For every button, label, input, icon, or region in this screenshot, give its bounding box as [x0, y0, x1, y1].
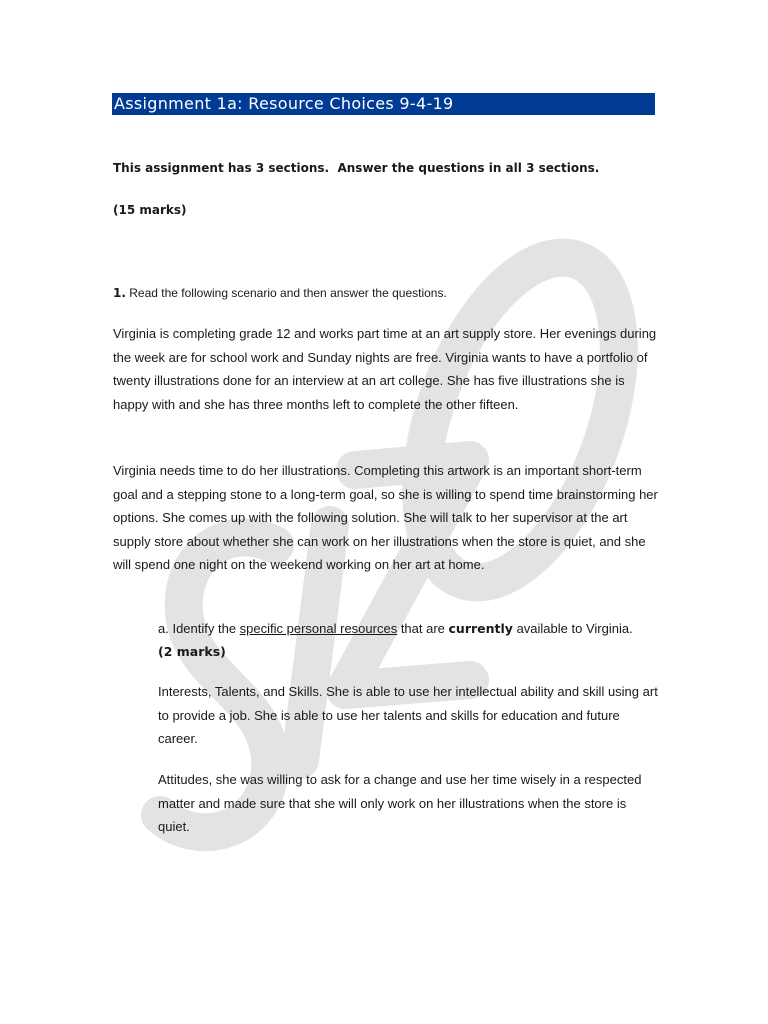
question-a-marks: (2 marks) [158, 644, 226, 659]
section-number: 1. [113, 286, 126, 300]
assignment-title: Assignment 1a: Resource Choices 9-4-19 [112, 93, 655, 115]
total-marks: (15 marks) [113, 203, 187, 217]
scenario-paragraph-2: Virginia needs time to do her illustrations. Completing this artwork is an important short-term goal and a stepping stone to a long-term goal, so she is willing to spend time brainstorming her options. She comes up with the following solution. She will talk to her supervisor at the art supply store about whether she can work on her illustrations when the store is quiet, and she will spend one night on the weekend working on her art at home. [113, 463, 658, 572]
section-instruction-text: Read the following scenario and then answer the questions. [129, 286, 447, 300]
question-a [158, 617, 658, 663]
answer-paragraph-1: Interests, Talents, and Skills. She is able to use her intellectual ability and skill using art to provide a job. She is able to use her talents and skills for education and future career. [158, 684, 658, 746]
question-a-underlined: specific personal resources [239, 621, 398, 636]
intro-instruction: This assignment has 3 sections. Answer the questions in all 3 sections. [113, 161, 600, 175]
question-a-prefix: a. Identify the [158, 621, 240, 636]
answer-paragraph-2: Attitudes, she was willing to ask for a change and use her time wisely in a respected matter and made sure that she will only work on her illustrations when the store is quiet. [158, 772, 642, 834]
section-1-instruction [113, 286, 447, 300]
scenario-paragraph-1: Virginia is completing grade 12 and works part time at an art supply store. Her evenings during the week are for school work and Sunday nights are free. Virginia wants to have a portfolio of twenty illustrations done for an interview at an art college. She has five illustrations she is happy with and she has three months left to complete the other fifteen. [113, 326, 657, 412]
question-a-bold-word: currently [448, 621, 513, 636]
question-a-middle: that are [397, 621, 449, 636]
question-a-suffix: available to Virginia. [512, 621, 633, 636]
